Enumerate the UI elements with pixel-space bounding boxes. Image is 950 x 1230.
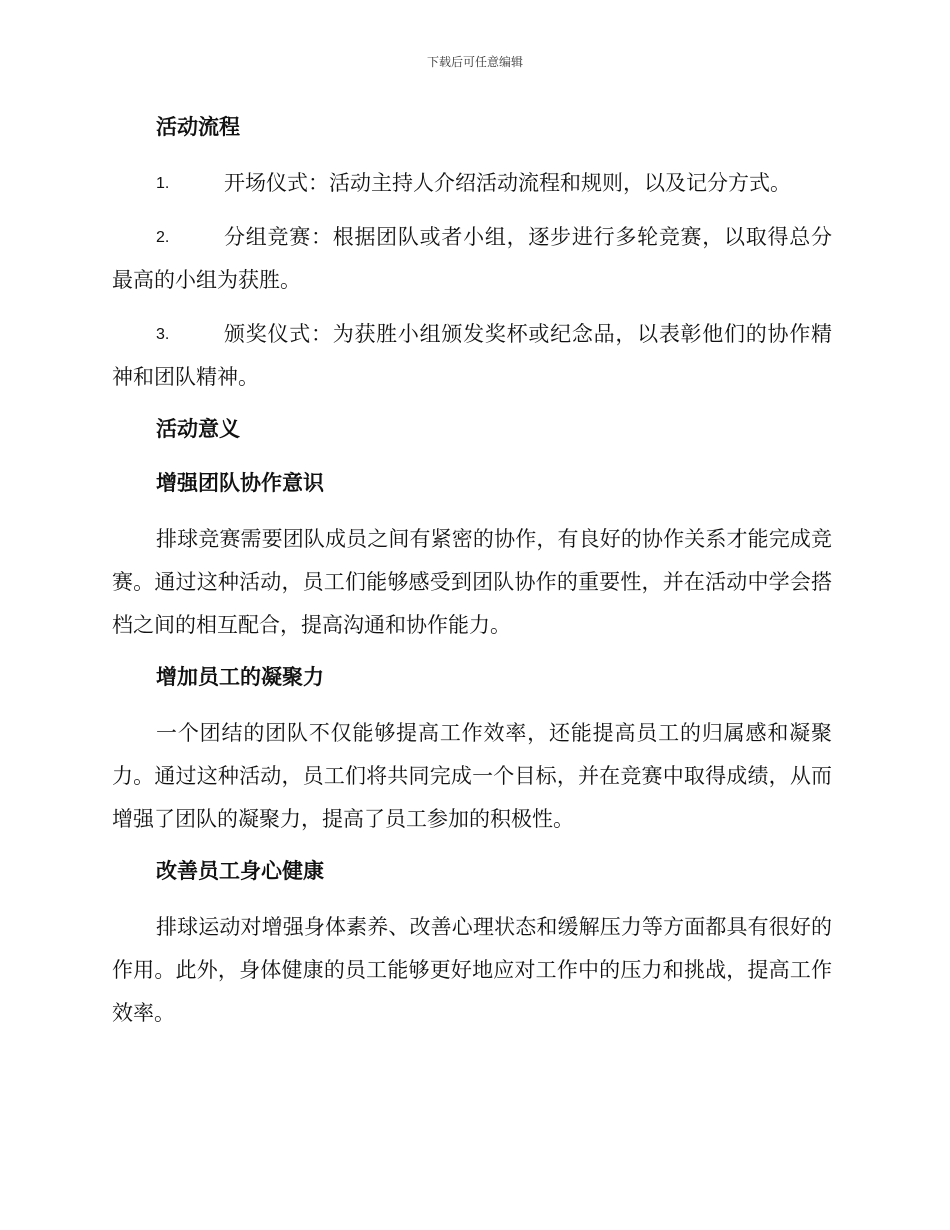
flow-item-number: 3. [156,326,170,343]
flow-item-number: 2. [156,229,170,246]
section-title-activity-flow: 活动流程 [156,115,240,139]
section-title-activity-significance: 活动意义 [156,417,240,441]
paragraph-health: 排球运动对增强身体素养、改善心理状态和缓解压力等方面都具有很好的作用。此外，身体健康的员工能够更好地应对工作中的压力和挑战，提高工作效率。 [112,915,832,1025]
header-note: 下载后可任意编辑 [426,55,523,69]
flow-item-number: 1. [156,175,170,192]
flow-item [112,162,832,205]
paragraph-teamwork: 排球竞赛需要团队成员之间有紧密的协作，有良好的协作关系才能完成竞赛。通过这种活动，员工们能够感受到团队协作的重要性，并在活动中学会搭档之间的相互配合，提高沟通和协作能力。 [112,527,832,637]
paragraph-cohesion: 一个团结的团队不仅能够提高工作效率，还能提高员工的归属感和凝聚力。通过这种活动，员工们将共同完成一个目标，并在竞赛中取得成绩，从而增强了团队的凝聚力，提高了员工参加的积极性。 [112,721,832,831]
subsection-title-health: 改善员工身心健康 [156,859,324,883]
subsection-title-teamwork: 增强团队协作意识 [156,471,324,495]
flow-item [112,313,832,399]
flow-item-text: 开场仪式：活动主持人介绍活动流程和规则，以及记分方式。 [224,171,791,195]
flow-item-text: 分组竞赛：根据团队或者小组，逐步进行多轮竞赛，以取得总分最高的小组为获胜。 [112,225,832,292]
flow-item-text: 颁奖仪式：为获胜小组颁发奖杯或纪念品，以表彰他们的协作精神和团队精神。 [112,322,832,389]
subsection-title-cohesion: 增加员工的凝聚力 [156,665,324,689]
document-body [112,108,832,1046]
flow-item [112,216,832,302]
